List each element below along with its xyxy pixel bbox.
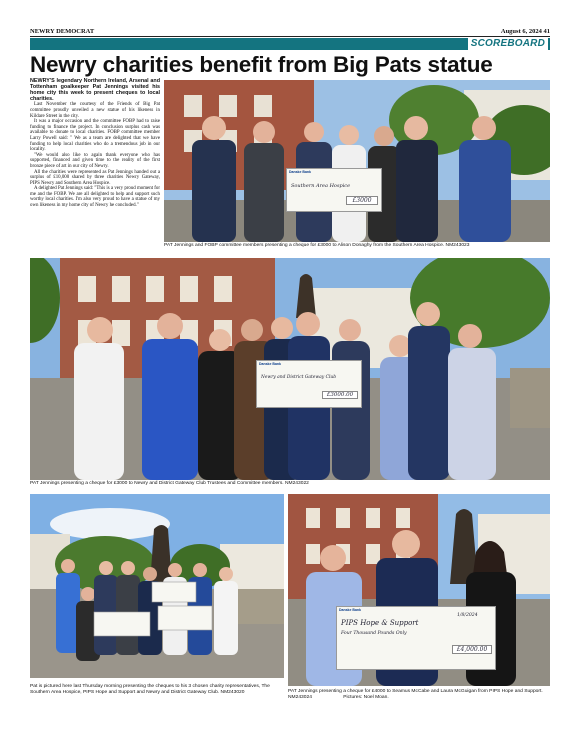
headline: Newry charities benefit from Big Pats statue — [30, 52, 493, 77]
photo-hospice-cheque — [164, 80, 550, 242]
bank-logo: Danske Bank — [259, 362, 281, 366]
story-paragraph: It was a major occasion and the committee FOBP had to raise funding to finance the project. In conclusion surplus cash was available to donate to local charities. FOBP committee member Larry Powell said: " We as a team are delighted that we have funding to help local charities who do a tremendous job in our locality. — [30, 119, 160, 153]
cheque-date: 1/8/2024 — [457, 613, 478, 618]
bank-logo: Danske Bank — [289, 170, 311, 174]
cheque-amount: £3000.00 — [322, 391, 358, 399]
cheque — [256, 360, 362, 408]
paper-name: NEWRY DEMOCRAT — [30, 28, 95, 35]
photo-caption: Pat is pictured here last Thursday morning presenting the cheques to his 3 chosen charity representatives, The Southern Area Hospice, PIPS Hope and Support and Newry and District Gateway Club. NM243020 — [30, 684, 270, 695]
photo-three-charities — [30, 494, 284, 678]
photo-caption: PAT Jennings and FOBP committee members presenting a cheque for £3000 to Alison Donaghy from the Southern Area Hospice. NM243023 — [164, 243, 470, 248]
cheque-payee: Newry and District Gateway Club — [261, 375, 337, 380]
cheque-amount: £4,000.00 — [452, 645, 492, 654]
photo-caption: PAT Jennings presenting a cheque for £3000 to Newry and District Gateway Club Trustees and Committee members. NM243022 — [30, 481, 309, 486]
bank-logo: Danske Bank — [339, 608, 361, 612]
cheque-payee: PIPS Hope & Support — [341, 619, 419, 627]
photo-caption — [288, 689, 550, 700]
cheque-amount: £3000 — [346, 196, 378, 205]
story-paragraph: "We would also like to again thank everyone who has supported, financed and given time to the reality of the first bronze piece of art in our city of Newry. — [30, 152, 160, 169]
cheque-payee: Southern Area Hospice — [291, 183, 351, 189]
story-column — [30, 78, 160, 209]
story-lede: NEWRY'S legendary Northern Ireland, Arsenal and Tottenham goalkeeper Pat Jennings visited his home city this week to present cheques to local charities. — [30, 78, 160, 103]
caption-text: PAT Jennings presenting a cheque for £4000 to Seamus McCabe and Laura McGuigan from PIPS Hope and Support. NM243024 — [288, 689, 543, 700]
photo-gateway-cheque — [30, 258, 550, 480]
section-band — [30, 38, 550, 50]
story-paragraph: All the charities were represented as Pat Jennings handed out a surplus of £10,000 shared by three charities Newry Gateway, PIPS Newry and Southern Area Hospice. — [30, 169, 160, 186]
date-page: August 6, 2024 41 — [500, 28, 550, 35]
photo-credit: Pictures: Noel Moan. — [343, 694, 389, 700]
cheque — [286, 168, 382, 212]
story-paragraph: A delighted Pat Jennings said: "This is a very proud moment for me and the FOBP. We are all delighted to help and support such worthy local charities. I'm also very proud to have a statue of my own likeness in my home city of Newry he concluded." — [30, 186, 160, 209]
masthead-rule — [30, 36, 550, 37]
cheque — [336, 606, 496, 670]
cheque-words: Four Thousand Pounds Only — [341, 631, 407, 636]
section-label: SCOREBOARD — [468, 38, 548, 50]
photo-pips-cheque — [288, 494, 550, 686]
story-paragraph: Last November the courtesy of the Friends of Big Pat committee proudly unveiled a new statue of his likeness in Kildare Street in the city. — [30, 102, 160, 119]
